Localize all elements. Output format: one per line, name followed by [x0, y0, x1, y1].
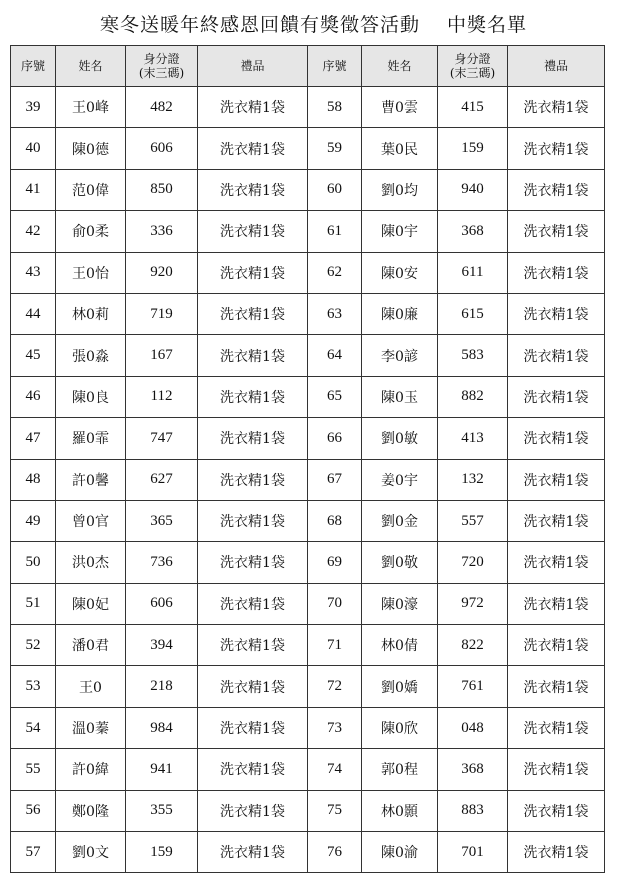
gift-cell: 洗衣精1袋 [198, 832, 308, 873]
gift-cell: 洗衣精1袋 [508, 376, 605, 417]
seq-cell: 47 [11, 418, 56, 459]
seq-cell: 73 [308, 707, 362, 748]
table-row [11, 790, 605, 831]
seq-cell: 53 [11, 666, 56, 707]
gift-cell: 洗衣精1袋 [508, 128, 605, 169]
gift-cell: 洗衣精1袋 [508, 707, 605, 748]
table-row [11, 542, 605, 583]
header-id-line1: 身分證 [143, 52, 180, 66]
id-last3-cell: 822 [438, 625, 508, 666]
name-cell: 陳0玉 [362, 376, 438, 417]
gift-cell: 洗衣精1袋 [198, 335, 308, 376]
gift-cell: 洗衣精1袋 [198, 211, 308, 252]
name-cell: 劉0敬 [362, 542, 438, 583]
name-cell: 郭0程 [362, 749, 438, 790]
name-cell: 曾0官 [56, 500, 126, 541]
name-cell: 陳0德 [56, 128, 126, 169]
name-cell: 陳0渝 [362, 832, 438, 873]
seq-cell: 46 [11, 376, 56, 417]
name-cell: 林0顥 [362, 790, 438, 831]
name-cell: 姜0宇 [362, 459, 438, 500]
id-last3-cell: 627 [126, 459, 198, 500]
header-id [438, 46, 508, 87]
id-last3-cell: 112 [126, 376, 198, 417]
name-cell: 王0峰 [56, 87, 126, 128]
gift-cell: 洗衣精1袋 [198, 459, 308, 500]
name-cell: 陳0欣 [362, 707, 438, 748]
table-row [11, 376, 605, 417]
name-cell: 李0諺 [362, 335, 438, 376]
name-cell: 溫0蓁 [56, 707, 126, 748]
name-cell: 羅0霏 [56, 418, 126, 459]
name-cell: 曹0雲 [362, 87, 438, 128]
table-row [11, 252, 605, 293]
gift-cell: 洗衣精1袋 [198, 625, 308, 666]
id-last3-cell: 336 [126, 211, 198, 252]
name-cell: 陳0宇 [362, 211, 438, 252]
id-last3-cell: 701 [438, 832, 508, 873]
seq-cell: 49 [11, 500, 56, 541]
seq-cell: 39 [11, 87, 56, 128]
header-seq: 序號 [308, 46, 362, 87]
table-row [11, 169, 605, 210]
table-row [11, 128, 605, 169]
id-last3-cell: 736 [126, 542, 198, 583]
table-row [11, 832, 605, 873]
header-gift: 禮品 [198, 46, 308, 87]
seq-cell: 66 [308, 418, 362, 459]
name-cell: 劉0文 [56, 832, 126, 873]
seq-cell: 42 [11, 211, 56, 252]
id-last3-cell: 940 [438, 169, 508, 210]
name-cell: 劉0敏 [362, 418, 438, 459]
name-cell: 許0馨 [56, 459, 126, 500]
id-last3-cell: 167 [126, 335, 198, 376]
name-cell: 范0偉 [56, 169, 126, 210]
gift-cell: 洗衣精1袋 [508, 459, 605, 500]
seq-cell: 65 [308, 376, 362, 417]
seq-cell: 51 [11, 583, 56, 624]
id-last3-cell: 365 [126, 500, 198, 541]
id-last3-cell: 920 [126, 252, 198, 293]
seq-cell: 48 [11, 459, 56, 500]
seq-cell: 62 [308, 252, 362, 293]
gift-cell: 洗衣精1袋 [508, 252, 605, 293]
name-cell: 張0淼 [56, 335, 126, 376]
gift-cell: 洗衣精1袋 [508, 293, 605, 334]
id-last3-cell: 972 [438, 583, 508, 624]
name-cell: 劉0金 [362, 500, 438, 541]
gift-cell: 洗衣精1袋 [508, 500, 605, 541]
table-row [11, 500, 605, 541]
id-last3-cell: 850 [126, 169, 198, 210]
id-last3-cell: 413 [438, 418, 508, 459]
seq-cell: 40 [11, 128, 56, 169]
seq-cell: 70 [308, 583, 362, 624]
seq-cell: 64 [308, 335, 362, 376]
table-row [11, 335, 605, 376]
gift-cell: 洗衣精1袋 [508, 749, 605, 790]
table-body [11, 87, 605, 873]
winner-table [10, 45, 605, 873]
seq-cell: 50 [11, 542, 56, 583]
gift-cell: 洗衣精1袋 [198, 169, 308, 210]
gift-cell: 洗衣精1袋 [198, 128, 308, 169]
id-last3-cell: 394 [126, 625, 198, 666]
gift-cell: 洗衣精1袋 [198, 707, 308, 748]
id-last3-cell: 719 [126, 293, 198, 334]
id-last3-cell: 218 [126, 666, 198, 707]
seq-cell: 68 [308, 500, 362, 541]
seq-cell: 52 [11, 625, 56, 666]
seq-cell: 56 [11, 790, 56, 831]
id-last3-cell: 606 [126, 128, 198, 169]
name-cell: 葉0民 [362, 128, 438, 169]
name-cell: 俞0柔 [56, 211, 126, 252]
id-last3-cell: 747 [126, 418, 198, 459]
seq-cell: 61 [308, 211, 362, 252]
gift-cell: 洗衣精1袋 [198, 583, 308, 624]
id-last3-cell: 615 [438, 293, 508, 334]
table-row [11, 459, 605, 500]
gift-cell: 洗衣精1袋 [198, 87, 308, 128]
id-last3-cell: 355 [126, 790, 198, 831]
seq-cell: 60 [308, 169, 362, 210]
table-header-row [11, 46, 605, 87]
seq-cell: 59 [308, 128, 362, 169]
seq-cell: 57 [11, 832, 56, 873]
gift-cell: 洗衣精1袋 [198, 500, 308, 541]
id-last3-cell: 415 [438, 87, 508, 128]
table-row [11, 707, 605, 748]
id-last3-cell: 132 [438, 459, 508, 500]
seq-cell: 72 [308, 666, 362, 707]
header-name: 姓名 [56, 46, 126, 87]
gift-cell: 洗衣精1袋 [508, 832, 605, 873]
header-gift: 禮品 [508, 46, 605, 87]
gift-cell: 洗衣精1袋 [198, 376, 308, 417]
seq-cell: 58 [308, 87, 362, 128]
name-cell: 林0莉 [56, 293, 126, 334]
gift-cell: 洗衣精1袋 [508, 542, 605, 583]
name-cell: 陳0妃 [56, 583, 126, 624]
gift-cell: 洗衣精1袋 [198, 542, 308, 583]
header-id [126, 46, 198, 87]
name-cell: 陳0濠 [362, 583, 438, 624]
name-cell: 鄭0隆 [56, 790, 126, 831]
seq-cell: 45 [11, 335, 56, 376]
header-name: 姓名 [362, 46, 438, 87]
gift-cell: 洗衣精1袋 [198, 790, 308, 831]
name-cell: 劉0均 [362, 169, 438, 210]
name-cell: 洪0杰 [56, 542, 126, 583]
header-id-line2: (末三碼) [138, 66, 185, 80]
seq-cell: 41 [11, 169, 56, 210]
id-last3-cell: 557 [438, 500, 508, 541]
seq-cell: 63 [308, 293, 362, 334]
id-last3-cell: 159 [438, 128, 508, 169]
table-row [11, 293, 605, 334]
page-title: 寒冬送暖年終感恩回饋有獎徵答活動 中獎名單 [99, 14, 528, 36]
name-cell: 王0 [56, 666, 126, 707]
id-last3-cell: 583 [438, 335, 508, 376]
id-last3-cell: 941 [126, 749, 198, 790]
table-row [11, 666, 605, 707]
table-row [11, 583, 605, 624]
seq-cell: 74 [308, 749, 362, 790]
id-last3-cell: 048 [438, 707, 508, 748]
seq-cell: 55 [11, 749, 56, 790]
id-last3-cell: 720 [438, 542, 508, 583]
header-id-line2: (末三碼) [449, 66, 496, 80]
gift-cell: 洗衣精1袋 [508, 169, 605, 210]
gift-cell: 洗衣精1袋 [508, 625, 605, 666]
seq-cell: 71 [308, 625, 362, 666]
name-cell: 陳0廉 [362, 293, 438, 334]
id-last3-cell: 882 [438, 376, 508, 417]
gift-cell: 洗衣精1袋 [198, 293, 308, 334]
seq-cell: 67 [308, 459, 362, 500]
id-last3-cell: 606 [126, 583, 198, 624]
id-last3-cell: 611 [438, 252, 508, 293]
gift-cell: 洗衣精1袋 [198, 749, 308, 790]
seq-cell: 69 [308, 542, 362, 583]
header-seq: 序號 [11, 46, 56, 87]
seq-cell: 44 [11, 293, 56, 334]
seq-cell: 75 [308, 790, 362, 831]
header-id-line1: 身分證 [454, 52, 491, 66]
gift-cell: 洗衣精1袋 [508, 790, 605, 831]
id-last3-cell: 368 [438, 749, 508, 790]
id-last3-cell: 761 [438, 666, 508, 707]
name-cell: 許0緯 [56, 749, 126, 790]
name-cell: 林0倩 [362, 625, 438, 666]
name-cell: 陳0良 [56, 376, 126, 417]
seq-cell: 54 [11, 707, 56, 748]
gift-cell: 洗衣精1袋 [508, 418, 605, 459]
gift-cell: 洗衣精1袋 [508, 211, 605, 252]
gift-cell: 洗衣精1袋 [508, 583, 605, 624]
table-row [11, 625, 605, 666]
id-last3-cell: 984 [126, 707, 198, 748]
name-cell: 陳0安 [362, 252, 438, 293]
id-last3-cell: 368 [438, 211, 508, 252]
seq-cell: 76 [308, 832, 362, 873]
id-last3-cell: 159 [126, 832, 198, 873]
seq-cell: 43 [11, 252, 56, 293]
table-row [11, 749, 605, 790]
id-last3-cell: 482 [126, 87, 198, 128]
gift-cell: 洗衣精1袋 [198, 252, 308, 293]
name-cell: 潘0君 [56, 625, 126, 666]
gift-cell: 洗衣精1袋 [198, 666, 308, 707]
name-cell: 劉0嬌 [362, 666, 438, 707]
gift-cell: 洗衣精1袋 [508, 666, 605, 707]
gift-cell: 洗衣精1袋 [508, 87, 605, 128]
name-cell: 王0怡 [56, 252, 126, 293]
table-row [11, 211, 605, 252]
id-last3-cell: 883 [438, 790, 508, 831]
table-row [11, 87, 605, 128]
gift-cell: 洗衣精1袋 [508, 335, 605, 376]
table-row [11, 418, 605, 459]
gift-cell: 洗衣精1袋 [198, 418, 308, 459]
